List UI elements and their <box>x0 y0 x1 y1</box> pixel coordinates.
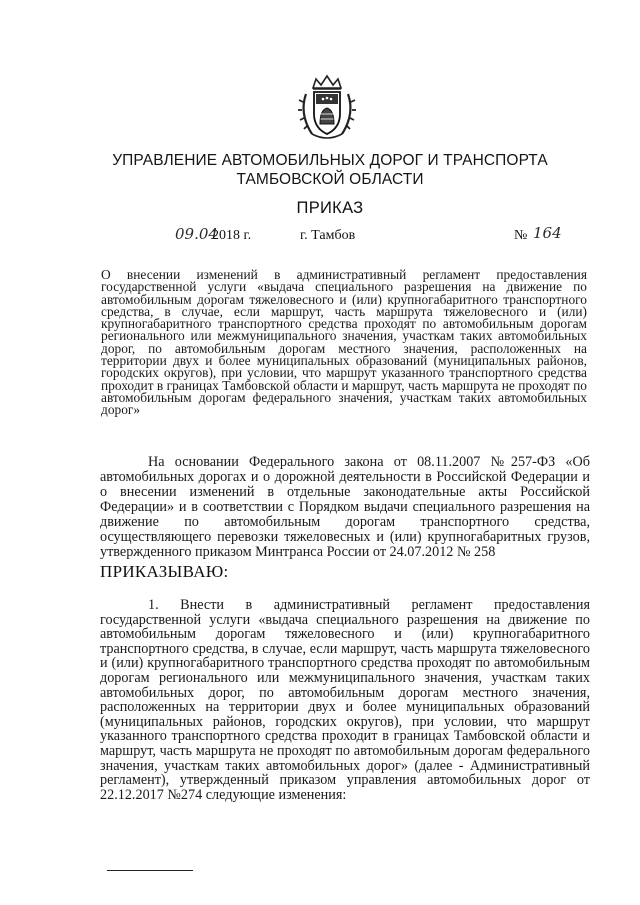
organization-name-line-2: ТАМБОВСКОЙ ОБЛАСТИ <box>236 171 424 188</box>
organization-name-line-1: УПРАВЛЕНИЕ АВТОМОБИЛЬНЫХ ДОРОГ И ТРАНСПОРТА <box>112 152 548 169</box>
basis-paragraph: На основании Федерального закона от 08.11.2007 №257-ФЗ «Об автомобильных дорогах и о дорожной деятельности в Российской Федерации и о внесении изменений в отдельные законодательные акты Российской Федерации» и в соответствии с Порядком выдачи специального разрешения на движение по автомобильным дорогам транспортного средства, осуществляющего перевозки тяжеловесных и (или) крупногабаритных грузов, утвержденного приказом Минтранса России от 24.07.2012 № 258 <box>100 454 590 560</box>
decree-heading: ПРИКАЗЫВАЮ: <box>100 562 229 581</box>
item-1-paragraph: 1. Внести в административный регламент предоставления государственной услуги «выдача специального разрешения на движение по автомобильным дорогам тяжеловесного и (или) крупногабаритного транспортного средства, в случае, если маршрут, часть маршрута тяжеловесного и (или) крупногабаритного транспортного средства проходят по автомобильным дорогам регионального или межмуниципального значения, участкам таких автомобильных дорог, по автомобильным дорогам местного значения, расположенных на территории двух и более муниципальных образований (муниципальных районов, городских округов), при условии, что маршрут указанного транспортного средства проходит в границах Тамбовской области и маршрут, часть маршрута не проходят по автомобильным дорогам федерального значения, участкам таких автомобильных дорог» (далее - Административный регламент), утвержденный приказом управления автомобильных дорог от 22.12.2017 №274 следующие изменения: <box>100 597 590 803</box>
handwritten-date: 09.04 <box>175 225 218 243</box>
organization-name <box>60 151 600 189</box>
handwritten-number: 164 <box>533 224 562 242</box>
document-meta <box>0 224 640 250</box>
coat-of-arms-icon <box>296 74 358 144</box>
document-type: ПРИКАЗ <box>296 199 364 217</box>
date-year: 2018 г. <box>212 228 252 243</box>
number-sign: № <box>514 228 528 243</box>
city-label: г. Тамбов <box>300 228 356 243</box>
footer-rule <box>107 870 193 871</box>
document-subject: О внесении изменений в административный регламент предоставления государственной услуги «выдача специального разрешения на движение по автомобильным дорогам тяжеловесного и (или) крупногабаритного транспортного средства, в случае, если маршрут, часть маршрута тяжеловесного и (или) крупногабаритного транспортного средства проходят по автомобильным дорогам регионального или межмуниципального значения, участкам таких автомобильных дорог, по автомобильным дорогам местного значения, расположенных на территории двух и более муниципальных образований (муниципальных районов, городских округов), при условии, что маршрут указанного транспортного средства проходит в границах Тамбовской области и маршрут, часть маршрута не проходят по автомобильным дорогам федерального значения, участкам таких автомобильных дорог» <box>101 267 587 418</box>
